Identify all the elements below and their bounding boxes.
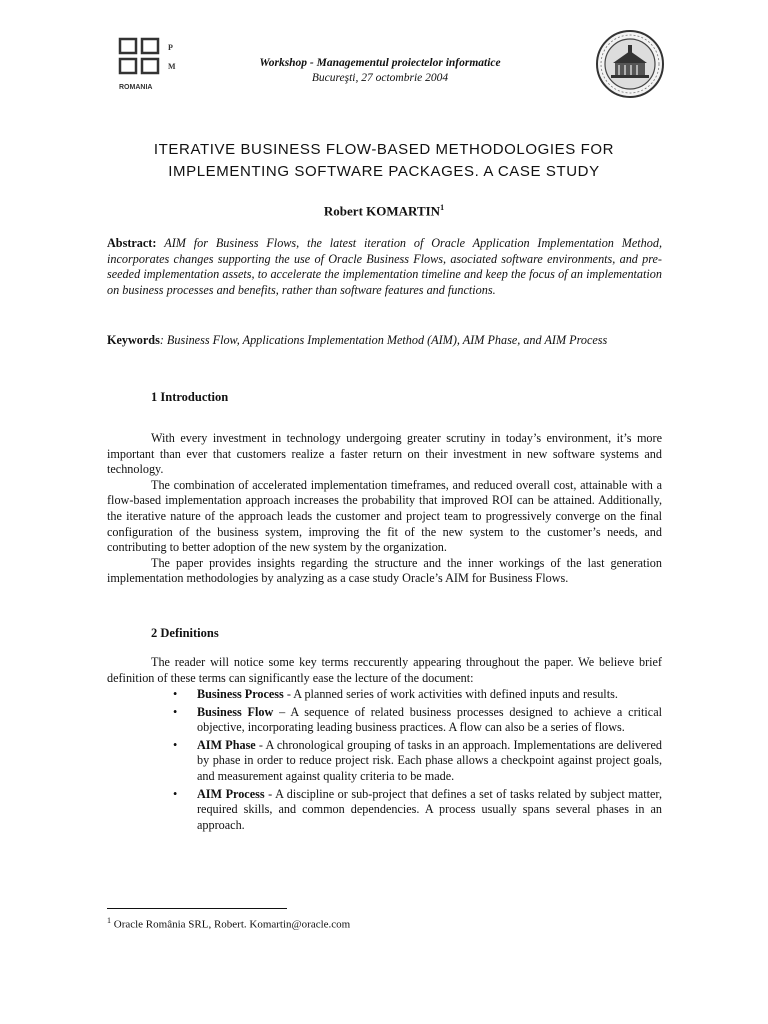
definition-term: AIM Phase <box>197 737 256 752</box>
paper-title <box>100 139 668 183</box>
abstract-label: Abstract: <box>107 236 157 250</box>
abstract <box>107 236 662 298</box>
abstract-text: AIM for Business Flows, the latest iteration of Oracle Application Implementation Method, incorporates changes supporting the use of Oracle Business Flows, asociated software environments, and pre-seeded implementation assets, to accelerate the implementation timeline and keep the focus of an implementation on business processes and benefits, rather than software features and functions. <box>107 236 663 297</box>
paragraph: The combination of accelerated implementation timeframes, and reduced overall cost, attainable with a flow-based implementation approach increases the probability that improved ROI can be attained. Additionally, the iterative nature of the approach leads the customer and project team to progressively converge on the final configuration of the business system, improving the fit of the new system to the customer’s needs, and contributing to better adoption of the new system by the organization. <box>107 477 662 555</box>
keywords <box>107 333 662 349</box>
keywords-label: Keywords <box>107 333 160 347</box>
footnote-mark: 1 <box>107 916 111 925</box>
paragraph: With every investment in technology undergoing greater scrutiny in today’s environment, it’s more important than ever that customers realize a faster return on their investment in new software systems and technology. <box>107 431 662 477</box>
keywords-text: : Business Flow, Applications Implementation Method (AIM), AIM Phase, and AIM Process <box>159 333 608 347</box>
section-heading-introduction: 1 Introduction <box>151 390 229 404</box>
definition-text: - A chronological grouping of tasks in an approach. Implementations are delivered by phase in order to reduce project risk. Each phase allows a checkpoint against project goals, and measurement against quality criteria to be made. <box>197 737 662 783</box>
list-item <box>170 787 662 834</box>
list-item <box>170 705 662 736</box>
svg-text:ROMANIA: ROMANIA <box>119 84 153 91</box>
title-line-1: ITERATIVE BUSINESS FLOW-BASED METHODOLOGIES FOR <box>153 141 615 158</box>
bullet-icon: • <box>173 687 178 701</box>
definition-text: - A discipline or sub-project that defines a set of tasks related by subject matter, required skills, and common dependencies. A process usually spans several phases in an approach. <box>197 786 662 832</box>
bullet-icon: • <box>173 737 178 752</box>
footnote-divider <box>107 908 287 909</box>
footnote-text: Oracle România SRL, Robert. Komartin@oracle.com <box>111 918 351 931</box>
introduction-body <box>107 431 662 587</box>
conference-header <box>200 56 560 86</box>
paragraph: The paper provides insights regarding the structure and the inner workings of the last generation implementation methodologies by analyzing as a case study Oracle’s AIM for Business Flows. <box>107 555 662 586</box>
list-item <box>170 687 662 703</box>
definitions-list <box>170 687 662 835</box>
bullet-icon: • <box>173 786 178 801</box>
section-heading-definitions: 2 Definitions <box>151 626 219 640</box>
conference-name: Workshop - Managementul proiectelor informatice <box>259 57 501 69</box>
definition-text: - A planned series of work activities with defined inputs and results. <box>283 687 618 701</box>
title-line-2: IMPLEMENTING SOFTWARE PACKAGES. A CASE STUDY <box>168 163 600 180</box>
definition-term: AIM Process <box>197 786 265 801</box>
author-footnote-mark: 1 <box>440 203 445 212</box>
author <box>100 203 668 219</box>
definition-term: Business Process <box>197 687 284 701</box>
conference-date: Bucureşti, 27 octombrie 2004 <box>311 72 449 84</box>
definitions-intro <box>107 655 662 686</box>
university-seal-icon <box>595 29 665 99</box>
paragraph: The reader will notice some key terms reccurently appearing throughout the paper. We believe brief definition of these terms can significantly ease the lecture of the document: <box>107 655 662 685</box>
footnote <box>107 916 350 931</box>
svg-text:M: M <box>168 62 176 71</box>
bullet-icon: • <box>173 704 178 719</box>
ipm-romania-logo <box>118 37 180 93</box>
definition-text: – A sequence of related business processes designed to achieve a critical objective, incorporating leading business practices. A flow can also be a series of flows. <box>197 704 662 735</box>
author-name: Robert KOMARTIN <box>323 203 441 219</box>
svg-text:P: P <box>168 43 173 52</box>
definition-term: Business Flow <box>197 704 274 719</box>
list-item <box>170 738 662 785</box>
